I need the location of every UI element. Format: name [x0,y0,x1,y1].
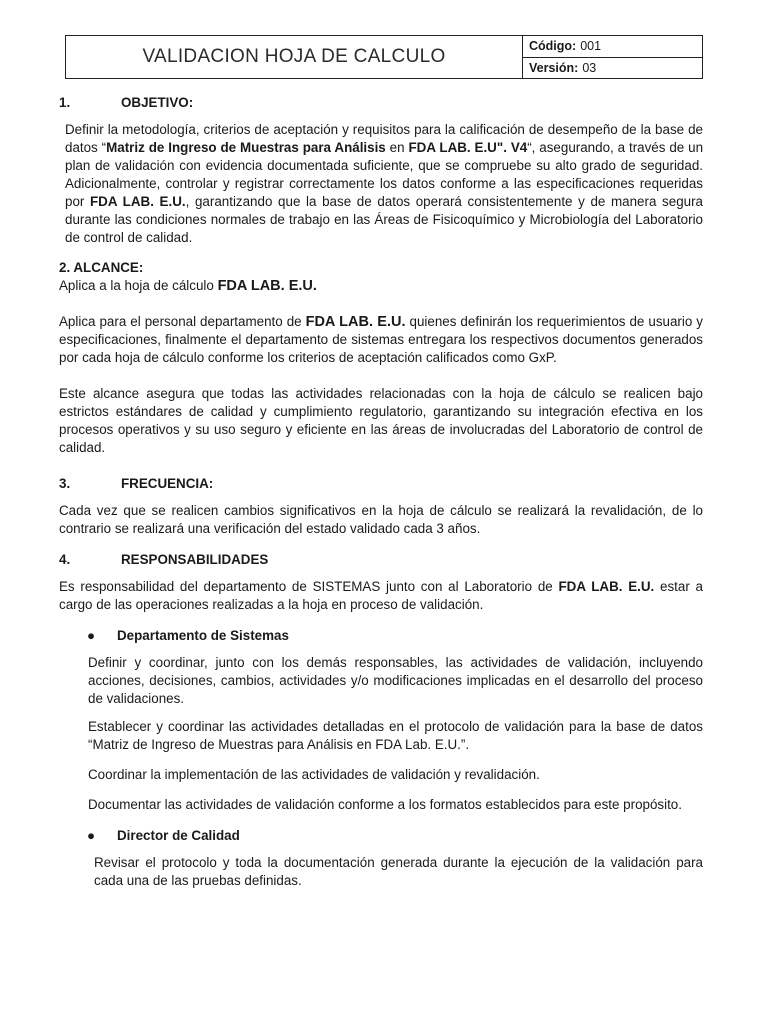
bullet-director-calidad [59,827,703,845]
section-number: 1. [59,95,71,110]
section-number: 4. [59,552,71,567]
alcance-paragraph-1: Aplica a la hoja de cálculo FDA LAB. E.U. [59,278,317,294]
alcance-paragraph-3: Este alcance asegura que todas las actividades relacionadas con la hoja de cálculo se realicen bajo estrictos estándares de calidad y cumplimiento regulatorio, garantizando su integración efectiva en los procesos operativos y su uso seguro y eficiente en las áreas de involucradas del Laboratorio de control de calidad. [59,386,703,455]
bullet-title: Director de Calidad [117,828,240,843]
sistemas-paragraph-3: Coordinar la implementación de las actividades de validación y revalidación. [88,767,540,782]
code-cell [523,36,702,57]
document-body [59,94,703,890]
document-header [65,35,703,79]
version-label: Versión: [529,60,579,75]
objetivo-paragraph: Definir la metodología, criterios de aceptación y requisitos para la calificación de desempeño de la base de datos “Matriz de Ingreso de Muestras para Análisis en FDA LAB. E.U". V4“, asegurando, a través de un plan de validación con evidencia documentada suficiente, que se compruebe su alto grado de seguridad. Adicionalmente, controlar y registrar correctamente los datos conforme a las especificaciones requeridas por FDA LAB. E.U., garantizando que la base de datos operará consistentemente y de manera segura durante las condiciones normales de trabajo en las Áreas de Fisicoquímico y Microbiología del Laboratorio de control de calidad. [65,122,704,245]
document-title: VALIDACION HOJA DE CALCULO [66,36,523,78]
sistemas-paragraph-2: Establecer y coordinar las actividades detalladas en el protocolo de validación para la base de datos “Matriz de Ingreso de Muestras para Análisis en FDA Lab. E.U.”. [88,719,703,752]
bullet-title: Departamento de Sistemas [117,628,289,643]
section-alcance-heading: 2. ALCANCE: [59,260,144,275]
frecuencia-paragraph: Cada vez que se realicen cambios significativos en la hoja de cálculo se realizará la revalidación, de lo contrario se realizará una verificación del estado validado cada 3 años. [59,503,703,536]
responsabilidades-paragraph: Es responsabilidad del departamento de SISTEMAS junto con al Laboratorio de FDA LAB. E.U. estar a cargo de las operaciones realizadas a la hoja en proceso de validación. [59,579,703,612]
bullet-departamento-sistemas [59,627,703,645]
section-title: RESPONSABILIDADES [121,552,269,567]
section-objetivo-heading [59,94,703,112]
section-title: FRECUENCIA: [121,476,214,491]
section-title: OBJETIVO: [121,95,194,110]
alcance-paragraph-2: Aplica para el personal departamento de FDA LAB. E.U. quienes definirán los requerimientos de usuario y especificaciones, finalmente el departamento de sistemas entregara los respectivos documentos generados por cada hoja de cálculo conforme los criterios de aceptación calificados como GxP. [59,314,703,365]
sistemas-paragraph-4: Documentar las actividades de validación conforme a los formatos establecidos para este propósito. [88,797,682,812]
section-frecuencia-heading [59,475,703,493]
section-responsabilidades-heading [59,551,703,569]
section-number: 3. [59,476,71,491]
sistemas-paragraph-1: Definir y coordinar, junto con los demás responsables, las actividades de validación, incluyendo acciones, decisiones, cambios, actividades y/o modificaciones implicadas en el desarrollo del proceso de validaciones. [88,655,703,706]
bullet-icon: ● [87,828,96,843]
code-value: 001 [580,39,602,54]
version-cell [523,57,702,79]
bullet-icon: ● [87,628,96,643]
version-value: 03 [582,60,597,75]
document-meta [523,36,702,78]
code-label: Código: [529,39,577,54]
director-paragraph-1: Revisar el protocolo y toda la documentación generada durante la ejecución de la validación para cada una de las pruebas definidas. [94,855,703,888]
